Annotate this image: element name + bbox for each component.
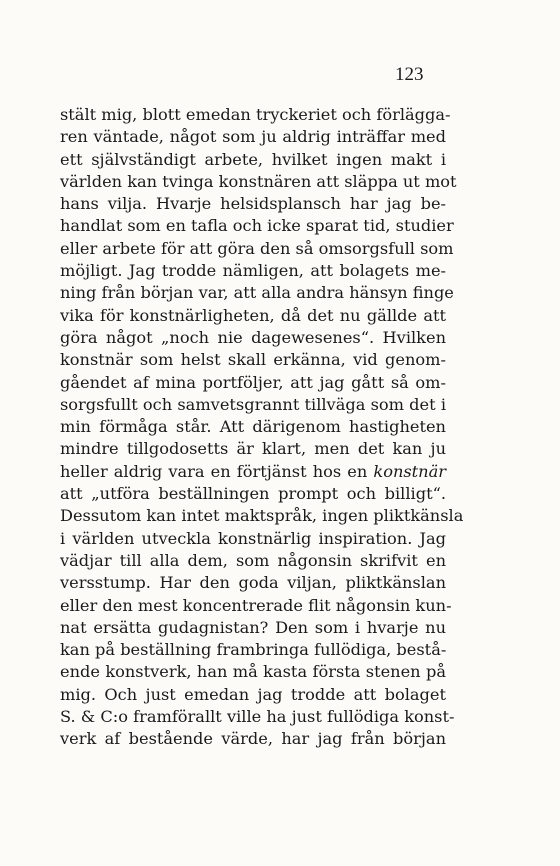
text-line: hans vilja. Hvarje helsidsplansch har jag be- xyxy=(60,194,446,214)
text-line: konstnär som helst skall erkänna, vid genom- xyxy=(60,350,446,370)
text-line: mig. Och just emedan jag trodde att bolaget xyxy=(60,684,446,704)
text-line: gåendet af mina portföljer, att jag gått så om- xyxy=(60,372,446,392)
text-line: ren väntade, något som ju aldrig inträffar med xyxy=(60,127,446,147)
text-line: handlat som en tafla och icke sparat tid, studier xyxy=(60,216,454,236)
text-line: mindre tillgodosetts är klart, men det kan ju xyxy=(60,439,446,459)
text-line: ende konstverk, han må kasta första stenen på xyxy=(60,662,446,682)
text-line: eller den mest koncentrerade flit någonsin kun- xyxy=(60,595,452,615)
text-line: vika för konstnärligheten, då det nu gällde att xyxy=(60,305,446,325)
text-line: S. & C:o framförallt ville ha just fullödiga konst- xyxy=(60,707,455,727)
text-line: nat ersätta gudagnistan? Den som i hvarje nu xyxy=(60,617,446,637)
text-line-prefix: heller aldrig vara en förtjänst hos en xyxy=(60,461,374,481)
text-line: ett självständigt arbete, hvilket ingen makt i xyxy=(60,149,446,169)
text-line: ning från början var, att alla andra hänsyn finge xyxy=(60,283,454,303)
text-line: sorgsfullt och samvetsgrannt tillväga som det i xyxy=(60,394,446,414)
text-line: vädjar till alla dem, som någonsin skrifvit en xyxy=(60,550,446,570)
text-line: eller arbete för att göra den så omsorgsfull som xyxy=(60,238,454,258)
text-line: världen kan tvinga konstnären att släppa ut mot xyxy=(60,171,457,191)
text-line: verk af bestående värde, har jag från början xyxy=(60,729,446,749)
text-line: min förmåga står. Att därigenom hastigheten xyxy=(60,417,446,437)
body-text xyxy=(60,104,464,751)
text-line: att „utföra beställningen prompt och billigt“. xyxy=(60,484,446,504)
text-line: kan på beställning frambringa fullödiga, bestå- xyxy=(60,640,447,660)
text-line: i världen utveckla konstnärlig inspiration. Jag xyxy=(60,528,446,548)
text-line: versstump. Har den goda viljan, pliktkänslan xyxy=(60,573,446,593)
text-line: möjligt. Jag trodde nämligen, att bolagets me- xyxy=(60,261,446,281)
text-line: stält mig, blott emedan tryckeriet och förlägga- xyxy=(60,105,451,124)
italic-word: konstnär xyxy=(373,461,446,481)
text-line-italic-mix xyxy=(60,461,446,483)
page-number: 123 xyxy=(395,64,424,85)
text-line: Dessutom kan intet maktspråk, ingen pliktkänsla xyxy=(60,506,464,526)
text-line: göra något „noch nie dagewesenes“. Hvilken xyxy=(60,327,446,347)
